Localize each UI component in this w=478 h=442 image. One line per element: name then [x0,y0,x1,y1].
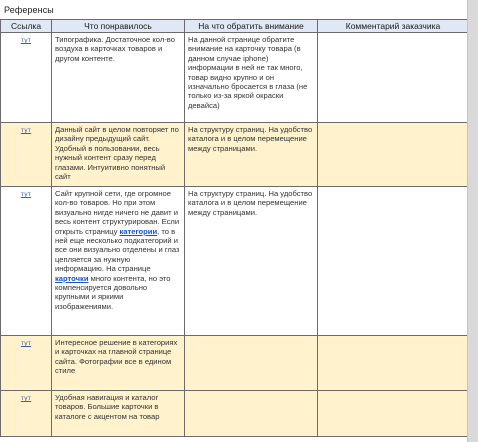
cell-text: Сайт крупной сети, где огромное кол-во товаров. Но при этом визуально нигде ничего не давит и весь контент структурирован. Если открыть страницу [55,189,180,236]
cell-link[interactable] [1,336,52,391]
cell-attention[interactable]: На структуру страниц. На удобство каталога и в целом перемещение между страницами. [185,187,318,336]
table-row [1,391,469,437]
cell-liked[interactable]: Удобная навигация и каталог товаров. Большие карточки в каталоге с акцентом на товар [52,391,185,437]
references-table [0,19,469,437]
cell-attention[interactable]: На структуру страниц. На удобство каталога и в целом перемещение между страницами. [185,123,318,187]
category-link[interactable]: категории [119,226,158,236]
cell-comment[interactable] [318,336,469,391]
cell-attention[interactable] [185,391,318,437]
cell-comment[interactable] [318,187,469,336]
header-attention[interactable]: На что обратить внимание [185,20,318,33]
cell-liked[interactable]: Данный сайт в целом повторяет по дизайну предыдущий сайт. Удобный в пользовании, весь нужный контент сразу перед глазами. Интуитивно понятный сайт [52,123,185,187]
cell-attention[interactable]: На данной странице обратите внимание на карточку товара (в данном случае iphone) информации в ней не так много, товар видно крупно и он изначально бросается в глаза (не только из-за яркой окраски девайса) [185,33,318,123]
cell-comment[interactable] [318,123,469,187]
sheet-caption: Референсы [4,5,54,15]
reference-link[interactable]: тут [20,340,32,347]
cell-link[interactable] [1,123,52,187]
cell-comment[interactable] [318,391,469,437]
reference-link[interactable]: тут [20,37,32,44]
cell-liked[interactable] [52,187,185,336]
cell-link[interactable] [1,33,52,123]
cell-link[interactable] [1,187,52,336]
cell-liked[interactable]: Типографика. Достаточное кол-во воздуха в карточках товаров и другом контенте. [52,33,185,123]
reference-link[interactable]: тут [20,127,32,134]
header-comment[interactable]: Комментарий заказчика [318,20,469,33]
table-row [1,33,469,123]
cell-text: много контента, но это компенсируется довольно крупными и яркими изображениями. [55,273,171,311]
table-row [1,336,469,391]
cell-text: , то в ней еще несколько подкатегорий и все они визуально отделены и глаз цепляется за нужную информацию. На странице [55,226,180,274]
cell-attention[interactable] [185,336,318,391]
header-row [1,20,469,33]
cell-link[interactable] [1,391,52,437]
cell-liked[interactable]: Интересное решение в категориях и карточках на главной странице сайта. Фотографии все в едином стиле [52,336,185,391]
table-row [1,187,469,336]
header-liked[interactable]: Что понравилось [52,20,185,33]
reference-link[interactable]: тут [20,191,32,198]
table-row [1,123,469,187]
product-card-link[interactable]: карточки [55,273,89,283]
header-link[interactable]: Ссылка [1,20,52,33]
reference-link[interactable]: тут [20,395,32,402]
cell-comment[interactable] [318,33,469,123]
sheet-edge [467,0,478,442]
